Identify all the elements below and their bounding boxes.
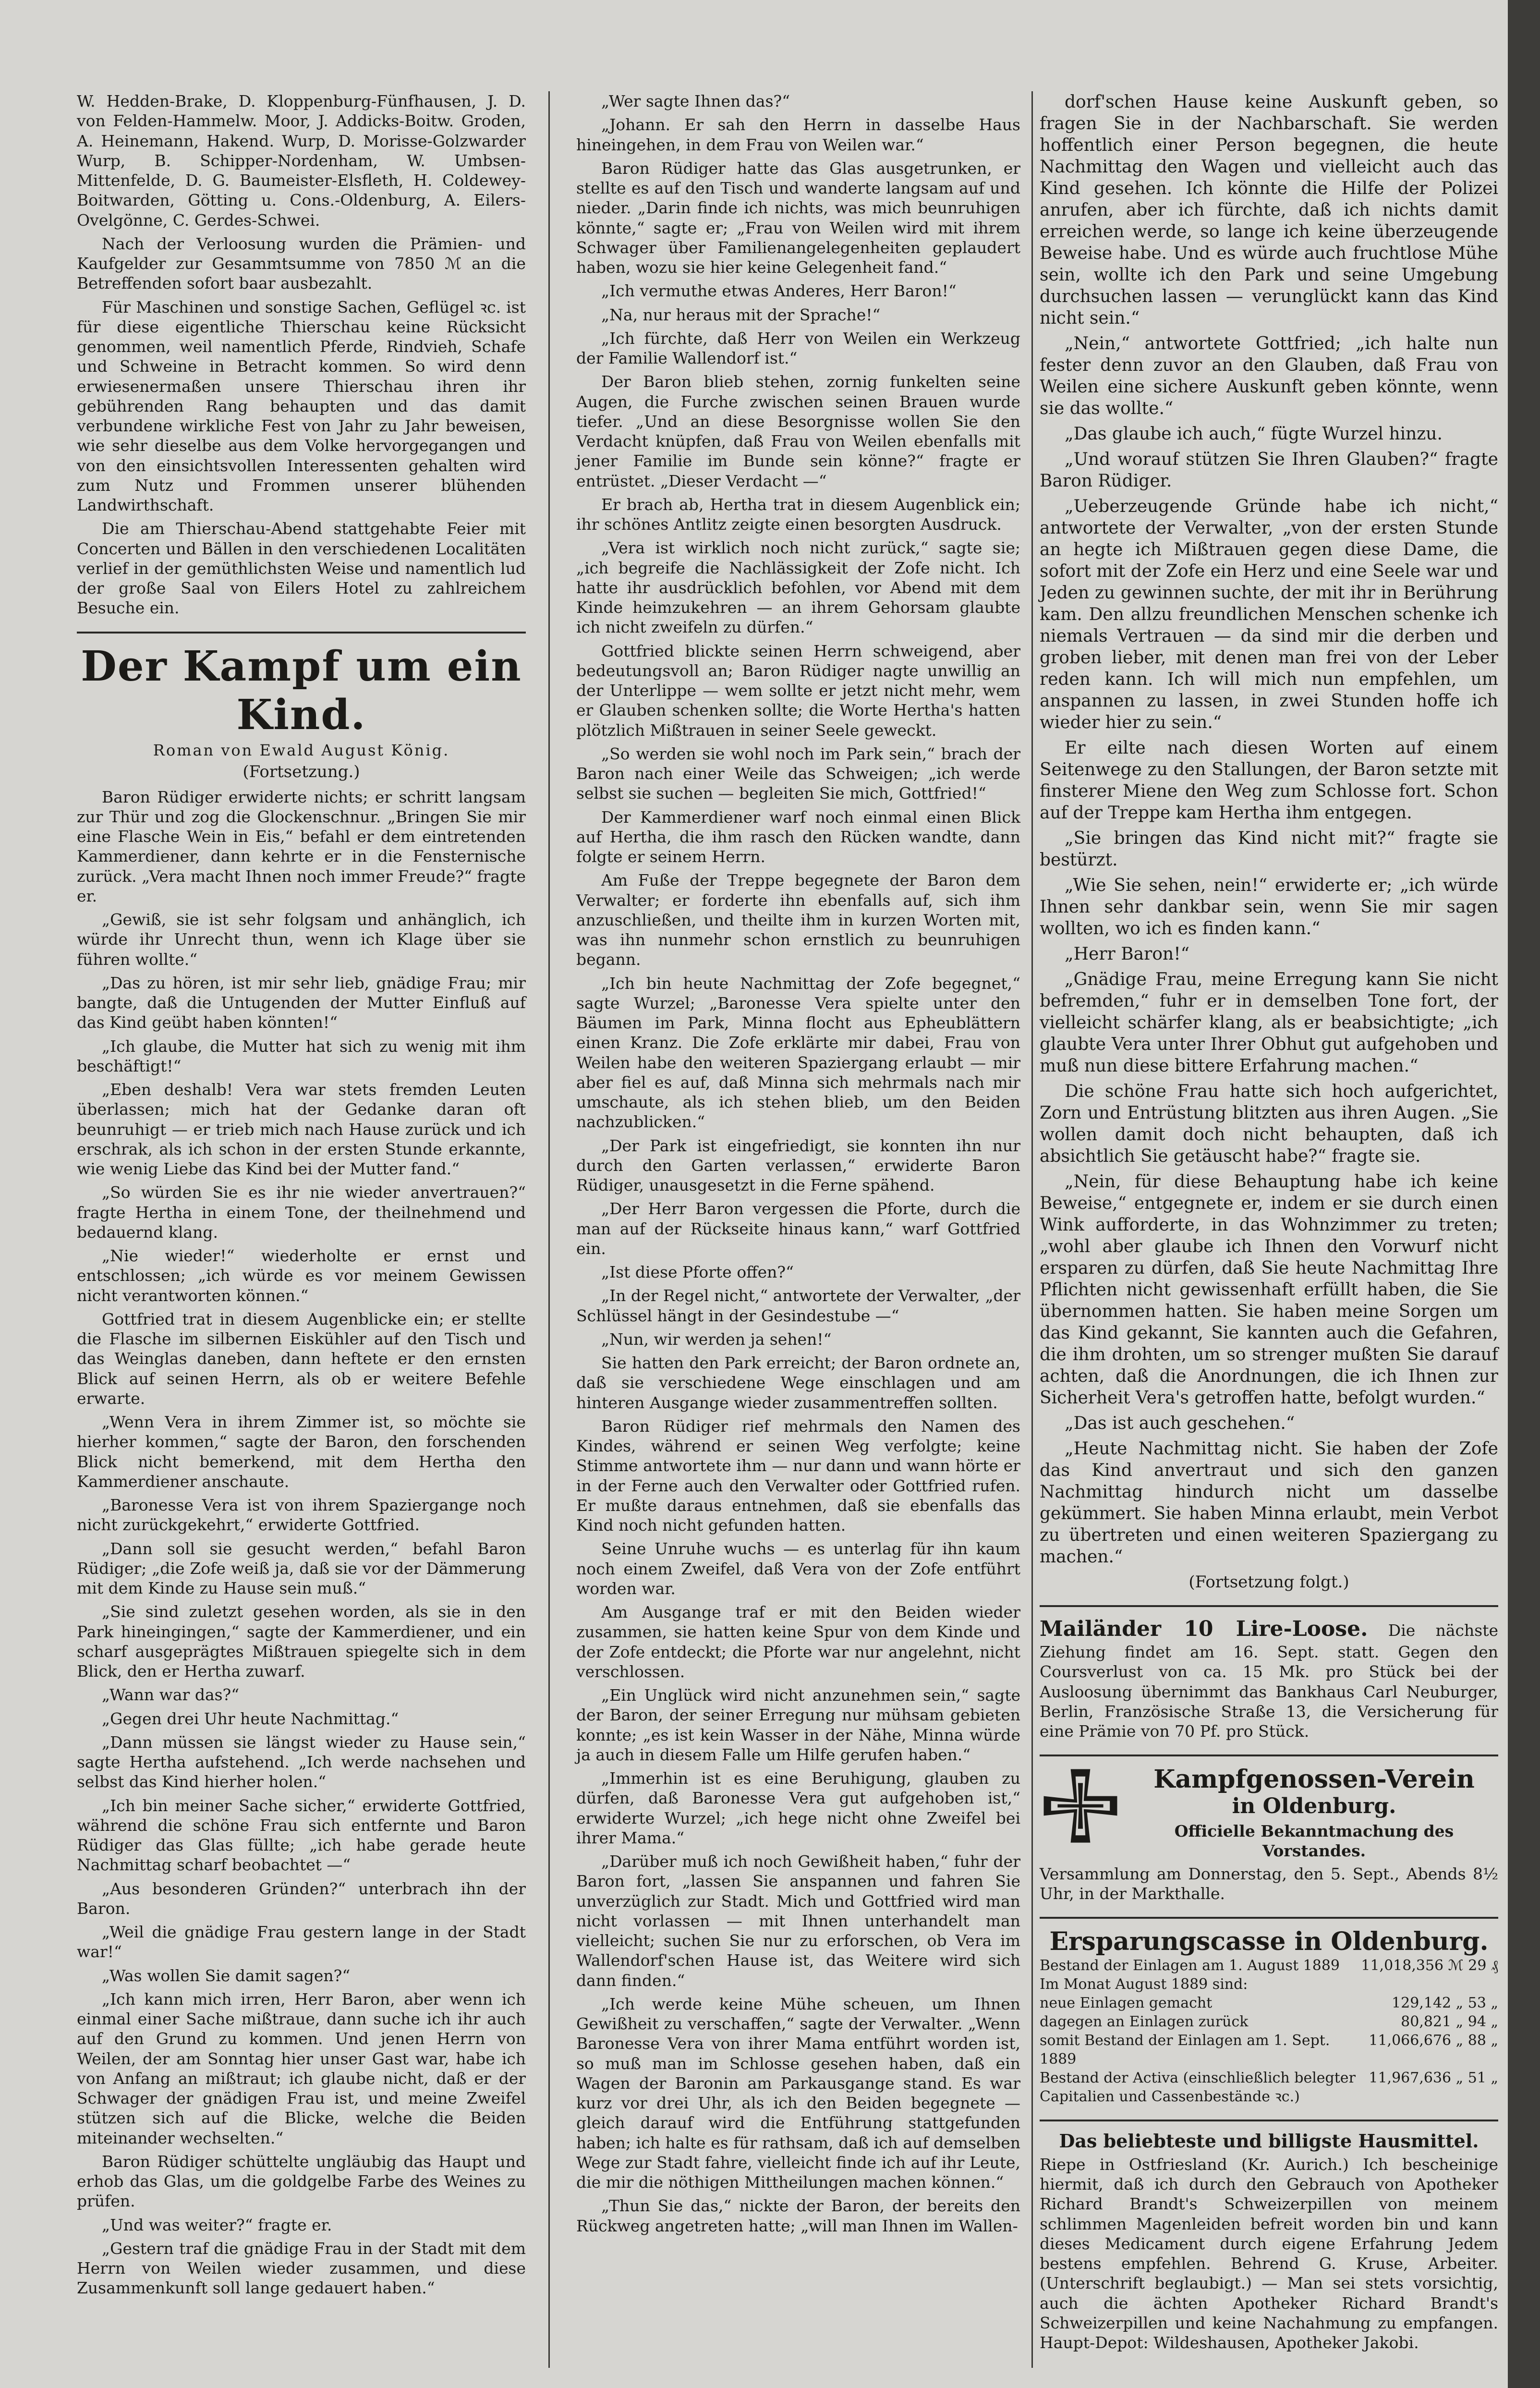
savings-row: [1040, 1994, 1498, 2012]
divider: [1040, 2120, 1498, 2121]
paragraph: „Nein,“ antwortete Gottfried; „ich halte nun fester denn zuvor an den Glauben, daß Frau von Weilen eine sichere Auskunft geben könnte, wenn sie das wollte.“: [1040, 334, 1498, 418]
paragraph: „Weil die gnädige Frau gestern lange in der Stadt war!“: [77, 1923, 526, 1962]
paragraph: Der Baron blieb stehen, zornig funkelten seine Augen, die Furche zwischen seinen Brauen wurde tiefer. „Und an diese Besorgnisse wollen Sie den Verdacht knüpfen, daß Frau von Weilen ebenfalls mit jener Familie im Bunde sein könne?“ fragte er entrüstet. „Dieser Verdacht —“: [576, 372, 1020, 490]
ad-lottery: [1040, 1616, 1498, 1741]
paragraph: „Heute Nachmittag nicht. Sie haben der Zofe das Kind anvertraut und sich den ganzen Nachmittag hindurch nicht um dasselbe gekümmert. Sie haben Minna erlaubt, mein Verbot zu übertreten und einen weiteren Spaziergang zu machen.“: [1040, 1439, 1498, 1567]
paragraph: „Das glaube ich auch,“ fügte Wurzel hinzu.: [1065, 424, 1443, 444]
savings-row: [1040, 2031, 1498, 2069]
paragraph: „Ein Unglück wird nicht anzunehmen sein,“ sagte der Baron, der seiner Erregung nur mühsam gebieten konnte; „es ist kein Wasser in der Nähe, Minna würde ja auch in diesem Falle um Hilfe gerufen haben.“: [576, 1686, 1020, 1764]
paragraph: „Ich kann mich irren, Herr Baron, aber wenn ich einmal einer Sache mißtraue, dann suche ich ihr auch auf den Grund zu kommen. Und jenen Herrn von Weilen, der am Sonntag hier unser Gast war, habe ich von Anfang an mißtraut; ich glaube nicht, daß er der Schwager der gnädigen Frau ist, und meine Zweifel stützen sich auf die Blicke, welche die Beiden miteinander wechselten.“: [77, 1989, 526, 2147]
paragraph: „Wenn Vera in ihrem Zimmer ist, so möchte sie hierher kommen,“ sagte der Baron, den forschenden Blick nicht bemerkend, mit dem Hertha den Kammerdiener anschaute.: [77, 1413, 526, 1491]
paragraph: „Wann war das?“: [102, 1685, 240, 1705]
paragraph: „Herr Baron!“: [1065, 944, 1190, 964]
paragraph: Die am Thierschau-Abend stattgehabte Feier mit Concerten und Bällen in den verschiedenen Localitäten verlief in der gemüthlichsten Weise und namentlich lud der große Saal von Eilers Hotel zu zahlreichem Besuche ein.: [77, 519, 526, 618]
paragraph: „Ich fürchte, daß Herr von Weilen ein Werkzeug der Familie Wallendorf ist.“: [576, 329, 1020, 367]
column-1: [77, 91, 526, 2302]
paragraph: Am Ausgange traf er mit den Beiden wieder zusammen, sie hatten keine Spur von dem Kinde und der Zofe entdeckt; die Pforte war nur angelehnt, nicht verschlossen.: [576, 1603, 1020, 1681]
paragraph: Er eilte nach diesen Worten auf einem Seitenwege zu den Stallungen, der Baron setzte mit finsterer Miene den Weg zum Schlosse fort. Schon auf der Treppe kam Hertha ihm entgegen.: [1040, 738, 1498, 823]
column-2: [576, 91, 1020, 2240]
paragraph: Die schöne Frau hatte sich hoch aufgerichtet, Zorn und Entrüstung blitzten aus ihren Augen. „Sie wollen damit doch nicht behaupten, daß ich absichtlich Sie getäuscht habe?“ fragte sie.: [1040, 1082, 1498, 1166]
paragraph: Baron Rüdiger schüttelte ungläubig das Haupt und erhob das Glas, um die goldgelbe Farbe des Weines zu prüfen.: [77, 2152, 526, 2211]
paragraph: Gottfried blickte seinen Herrn schweigend, aber bedeutungsvoll an; Baron Rüdiger nagte unwillig an der Unterlippe — wem sollte er jetzt nicht mehr, wem er Glauben schenken sollte; die Worte Hertha's hatten plötzlich Mißtrauen in seiner Seele geweckt.: [576, 641, 1020, 740]
paragraph: Seine Unruhe wuchs — es unterlag für ihn kaum noch einem Zweifel, daß Vera von der Zofe entführt worden war.: [576, 1539, 1020, 1598]
divider: [77, 632, 526, 634]
paragraph: „Und worauf stützen Sie Ihren Glauben?“ fragte Baron Rüdiger.: [1040, 450, 1498, 491]
paragraph: „Was wollen Sie damit sagen?“: [102, 1966, 351, 1985]
adjacent-page-edge: [1508, 0, 1540, 2388]
story-title: Der Kampf um ein Kind.: [81, 642, 522, 739]
paragraph: „Das ist auch geschehen.“: [1065, 1413, 1295, 1433]
paragraph: „So werden sie wohl noch im Park sein,“ brach der Baron nach einer Weile das Schweigen; „ich werde selbst sie suchen — begleiten Sie mich, Gottfried!“: [576, 744, 1020, 803]
savings-table: [1040, 1956, 1498, 2106]
paragraph: „Sie sind zuletzt gesehen worden, als sie in den Park hineingingen,“ sagte der Kammerdiener, und ein scharf ausgeprägtes Mißtrauen spiegelte sich in dem Blick, den er Hertha zuwarf.: [77, 1602, 526, 1681]
paragraph: „In der Regel nicht,“ antwortete der Verwalter, „der Schlüssel hängt in der Gesindestube —“: [576, 1286, 1020, 1325]
paragraph: „Immerhin ist es eine Beruhigung, glauben zu dürfen, daß Baronesse Vera gut aufgehoben ist,“ erwiderte Wurzel; „ich hege nicht ohne Zweifel bei ihrer Mama.“: [576, 1769, 1020, 1847]
ad-savings-head: Ersparungscasse in Oldenburg.: [1049, 1927, 1489, 1957]
report-section: [77, 91, 526, 618]
paragraph: Am Fuße der Treppe begegnete der Baron dem Verwalter; er forderte ihn ebenfalls auf, sich ihm anzuschließen, und theilte ihm in kurzen Worten mit, was ihn nunmehr schon ernstlich zu beunruhigen begann.: [576, 871, 1020, 969]
paragraph: „Und was weiter?“ fragte er.: [102, 2215, 332, 2234]
story-text: [576, 91, 1020, 2236]
paragraph: „Ueberzeugende Gründe habe ich nicht,“ antwortete der Verwalter, „von der ersten Stunde an hegte ich Mißtrauen gegen diese Dame, die sofort mit der Zofe ein Herz und eine Seele war und Jeden zu gewinnen suchte, der mit ihr in Berührung kam. Den allzu freundlichen Menschen schenke ich niemals Vertrauen — da sind mir die derben und groben lieber, mit denen man frei von der Leber reden kann. Ich will mich nun empfehlen, um anspannen zu lassen, in zwei Stunden hoffe ich wieder hier zu sein.“: [1040, 497, 1498, 732]
savings-label: somit Bestand der Einlagen am 1. Sept. 1889: [1040, 2032, 1330, 2068]
divider: [1040, 1917, 1498, 1919]
savings-row: [1040, 1956, 1498, 1975]
paragraph: „Aus besonderen Gründen?“ unterbrach ihn der Baron.: [77, 1879, 526, 1918]
story-subtitle: Roman von Ewald August König.: [153, 741, 450, 759]
savings-value: 11,066,676 „ 88 „: [1369, 2032, 1498, 2049]
paragraph: „Wie Sie sehen, nein!“ erwiderte er; „ich würde Ihnen sehr dankbar sein, wenn Sie mir sagen wollten, wo ich es finden kann.“: [1040, 876, 1498, 938]
savings-label: Im Monat August 1889 sind:: [1040, 1975, 1248, 1993]
paragraph: „Der Herr Baron vergessen die Pforte, durch die man auf der Rückseite hinaus kann,“ warf Gottfried ein.: [576, 1199, 1020, 1258]
savings-row: [1040, 2069, 1498, 2106]
paragraph: „Ich vermuthe etwas Anderes, Herr Baron!“: [601, 281, 957, 301]
paragraph: „Sie bringen das Kind nicht mit?“ fragte sie bestürzt.: [1040, 828, 1498, 870]
to-be-continued: (Fortsetzung folgt.): [1188, 1572, 1349, 1592]
paragraph: „Gewiß, sie ist sehr folgsam und anhänglich, ich würde ihr Unrecht thun, wenn ich Klage über sie führen wollte.“: [77, 910, 526, 969]
ad-veterans-text: Versammlung am Donnerstag, den 5. Sept., Abends 8½ Uhr, in der Markthalle.: [1040, 1864, 1498, 1903]
ad-veterans-line: Officielle Bekanntmachung des Vorstandes.: [1174, 1822, 1454, 1861]
paragraph: dorf'schen Hause keine Auskunft geben, so fragen Sie in der Nachbarschaft. Sie werden hoffentlich einer Person begegnen, die heute Nachmittag den Wagen und vielleicht auch das Kind gesehen. Ich könnte die Hilfe der Polizei anrufen, aber ich fürchte, daß ich nichts damit erreichen werde, so lange ich keine überzeugende Beweise habe. Und es würde auch fruchtlose Mühe sein, wollte ich den Park und seine Umgebung durchsuchen lassen — verunglückt kann das Kind nicht sein.“: [1040, 92, 1498, 328]
paragraph: „Johann. Er sah den Herrn in dasselbe Haus hineingehen, in dem Frau von Weilen war.“: [576, 115, 1020, 154]
paragraph: „Eben deshalb! Vera war stets fremden Leuten überlassen; mich hat der Gedanke daran oft beunruhigt — er trieb mich nach Hause zurück und ich erschrak, als ich schon in der ersten Stunde erkannte, wie wenig Liebe das Kind bei der Mutter fand.“: [77, 1080, 526, 1178]
paragraph: Für Maschinen und sonstige Sachen, Geflügel ꝛc. ist für diese eigentliche Thierschau keine Rücksicht genommen, weil namentlich Pferde, Rindvieh, Schafe und Schweine in Betracht kommen. So wird denn erwiesenermaßen unsere Thierschau ihren ihr gebührenden Rang behaupten und das damit verbundene wirkliche Fest von Jahr zu Jahr beweisen, wie sehr dieselbe aus dem Volke hervorgegangen und von den einsichtsvollen Interessenten gehalten wird zum Nutz und Frommen unserer blühenden Landwirthschaft.: [77, 297, 526, 514]
column-rule: [548, 91, 550, 2368]
ad-household-remedy: [1040, 2130, 1498, 2353]
savings-row: [1040, 2012, 1498, 2031]
column-rule: [1031, 91, 1033, 2368]
ad-remedy-text: Riepe in Ostfriesland (Kr. Aurich.) Ich bescheinige hiermit, daß ich durch den Gebrauch von Apotheker Richard Brandt's Schweizerpillen von meinem schlimmen Magenleiden befreit worden bin und kann dieses Medicament durch eigene Erfahrung Jedem bestens empfehlen. Behrend G. Kruse, Arbeiter. (Unterschrift beglaubigt.) — Man sei stets vorsichtig, auch die ächten Apotheker Richard Brandt's Schweizerpillen und keine Nachahmung zu empfangen. Haupt-Depot: Wildeshausen, Apotheker Jakobi.: [1040, 2155, 1498, 2352]
ad-lottery-text: Die nächste Ziehung findet am 16. Sept. statt. Gegen den Coursverlust von ca. 15 Mk. pro Stück bei der Ausloosung übernimmt das Bankhaus Carl Neuburger, Berlin, Französische Straße 13, die Versicherung für eine Prämie von 70 Pf. pro Stück.: [1040, 1621, 1498, 1741]
ad-veterans-sub: in Oldenburg.: [1232, 1794, 1396, 1819]
savings-label: Bestand der Einlagen am 1. August 1889: [1040, 1957, 1340, 1974]
paragraph: „Na, nur heraus mit der Sprache!“: [601, 305, 881, 324]
savings-row: [1040, 1975, 1498, 1994]
paragraph: Baron Rüdiger rief mehrmals den Namen des Kindes, während er seinen Weg verfolgte; keine Stimme antwortete ihm — nur dann und wann hörte er in der Ferne auch den Verwalter oder Gottfried rufen. Er mußte daraus entnehmen, daß sie ebenfalls das Kind noch nicht gefunden hatten.: [576, 1416, 1020, 1535]
paragraph: „Dann soll sie gesucht werden,“ befahl Baron Rüdiger; „die Zofe weiß ja, daß sie vor der Dämmerung mit dem Kinde zu Hause sein muß.“: [77, 1539, 526, 1597]
paragraph: „Baronesse Vera ist von ihrem Spaziergange noch nicht zurückgekehrt,“ erwiderte Gottfried.: [77, 1496, 526, 1535]
paragraph: Der Kammerdiener warf noch einmal einen Blick auf Hertha, die ihm rasch den Rücken wandte, dann folgte er seinem Herrn.: [576, 807, 1020, 866]
column-3: [1040, 91, 1498, 2361]
paragraph: „Ich glaube, die Mutter hat sich zu wenig mit ihm beschäftigt!“: [77, 1036, 526, 1075]
ad-lottery-head: Mailänder 10 Lire-Loose.: [1040, 1617, 1368, 1641]
paragraph: „Ich werde keine Mühe scheuen, um Ihnen Gewißheit zu verschaffen,“ sagte der Verwalter. „Wenn Baronesse Vera von ihrer Mama entführt worden ist, so muß man im Schlosse gesehen haben, daß ein Wagen der Baronin am Parkausgange stand. Es war kurz vor drei Uhr, als ich den Beiden begegnete — gleich darauf wird die Entführung stattgefunden haben; ich halte es für rathsam, daß ich auf demselben Wege zur Stadt fahre, vielleicht finde ich auf ihr Leute, die mir die nöthigen Mittheilungen machen können.“: [576, 1994, 1020, 2192]
paragraph: „Ist diese Pforte offen?“: [601, 1263, 794, 1281]
paragraph: Sie hatten den Park erreicht; der Baron ordnete an, daß sie verschiedene Wege einschlagen und am hinteren Ausgange wieder zusammentreffen sollten.: [576, 1353, 1020, 1412]
paragraph: „Vera ist wirklich noch nicht zurück,“ sagte sie; „ich begreife die Nachlässigkeit der Zofe nicht. Ich hatte ihr ausdrücklich befohlen, vor Abend mit dem Kinde heimzukehren — an ihrem Gehorsam glaubte ich nicht zweifeln zu dürfen.“: [576, 538, 1020, 637]
savings-value: 11,018,356 ℳ 29 ₰: [1361, 1957, 1498, 1974]
story-text: [1040, 91, 1498, 1568]
paragraph: „Das zu hören, ist mir sehr lieb, gnädige Frau; mir bangte, daß die Untugenden der Mutter Einfluß auf das Kind geübt haben könnten!“: [77, 973, 526, 1032]
continuation-note: (Fortsetzung.): [243, 762, 360, 781]
iron-cross-icon: [1040, 1765, 1121, 1847]
ad-savings-bank: [1040, 1927, 1498, 2106]
divider: [1040, 1605, 1498, 1607]
paragraph: Baron Rüdiger hatte das Glas ausgetrunken, er stellte es auf den Tisch und wanderte langsam auf und nieder. „Darin finde ich nichts, was mich beunruhigen könnte,“ sagte er; „Frau von Weilen wird mit ihrem Schwager über Familienangelegenheiten geplaudert haben, wozu sie hier keine Gelegenheit fand.“: [576, 158, 1020, 277]
paragraph: „Ich bin heute Nachmittag der Zofe begegnet,“ sagte Wurzel; „Baronesse Vera spielte unter den Bäumen im Park, Minna flocht aus Epheublättern einen Kranz. Die Zofe erklärte mir dabei, Frau von Weilen habe den weiteren Spaziergang erlaubt — mir aber fiel es auf, daß Minna sich mehrmals nach mir umschaute, als ich stehen blieb, um den Beiden nachzublicken.“: [576, 974, 1020, 1132]
paragraph: „Gnädige Frau, meine Erregung kann Sie nicht befremden,“ fuhr er in demselben Tone fort, der vielleicht schärfer klang, als er beabsichtigte; „ich glaubte Vera unter Ihrer Obhut gut aufgehoben und muß nun diese bittere Erfahrung machen.“: [1040, 970, 1498, 1076]
paragraph: Baron Rüdiger erwiderte nichts; er schritt langsam zur Thür und zog die Glockenschnur. „Bringen Sie mir eine Flasche Wein in Eis,“ befahl er dem eintretenden Kammerdiener, dann kehrte er in die Fensternische zurück. „Vera macht Ihnen noch immer Freude?“ fragte er.: [77, 787, 526, 905]
savings-label: neue Einlagen gemacht: [1040, 1994, 1213, 2011]
paragraph: „Gestern traf die gnädige Frau in der Stadt mit dem Herrn von Weilen wieder zusammen, und diese Zusammenkunft soll lange gedauert haben.“: [77, 2239, 526, 2298]
paragraph: „Nie wieder!“ wiederholte er ernst und entschlossen; „ich würde es vor meinem Gewissen nicht verantworten können.“: [77, 1246, 526, 1305]
savings-label: dagegen an Einlagen zurück: [1040, 2013, 1249, 2030]
paragraph: „Dann müssen sie längst wieder zu Hause sein,“ sagte Hertha aufstehend. „Ich werde nachsehen und selbst das Kind hierher holen.“: [77, 1732, 526, 1791]
paragraph: „Gegen drei Uhr heute Nachmittag.“: [102, 1709, 399, 1728]
paragraph: Nach der Verloosung wurden die Prämien- und Kaufgelder zur Gesammtsumme von 7850 ℳ an die Betreffenden sofort baar ausbezahlt.: [77, 234, 526, 293]
ad-veterans-association: [1040, 1765, 1498, 1903]
paragraph: „Darüber muß ich noch Gewißheit haben,“ fuhr der Baron fort, „lassen Sie anspannen und fahren Sie unverzüglich zur Stadt. Mich und Gottfried wird man nicht vorlassen — mit Ihnen unterhandelt man vielleicht; suchen Sie nur zu erforschen, ob Vera im Wallendorf'schen Hause ist, das Weitere wird sich dann finden.“: [576, 1852, 1020, 1990]
savings-value: 80,821 „ 94 „: [1401, 2013, 1498, 2030]
savings-value: 129,142 „ 53 „: [1392, 1994, 1498, 2011]
story-text: [77, 787, 526, 2298]
paragraph: „Thun Sie das,“ nickte der Baron, der bereits den Rückweg angetreten hatte; „will man Ihnen im Wallen-: [576, 2196, 1020, 2235]
savings-value: 11,967,636 „ 51 „: [1369, 2069, 1498, 2086]
paragraph: „Wer sagte Ihnen das?“: [601, 92, 790, 110]
divider: [1040, 1754, 1498, 1756]
savings-label: Bestand der Activa (einschließlich belegter Capitalien und Cassenbestände ꝛc.): [1040, 2069, 1356, 2105]
paragraph: „Der Park ist eingefriedigt, sie konnten ihn nur durch den Garten verlassen,“ erwiderte Baron Rüdiger, unausgesetzt in die Ferne spähend.: [576, 1136, 1020, 1194]
paragraph: „So würden Sie es ihr nie wieder anvertrauen?“ fragte Hertha in einem Tone, der theilnehmend und bedauernd klang.: [77, 1183, 526, 1242]
paragraph: Gottfried trat in diesem Augenblicke ein; er stellte die Flasche im silbernen Eiskühler auf den Tisch und das Weinglas daneben, dann heftete er den ernsten Blick auf seinen Herrn, als ob er weitere Befehle erwarte.: [77, 1309, 526, 1408]
paragraph: Er brach ab, Hertha trat in diesem Augenblick ein; ihr schönes Antlitz zeigte einen besorgten Ausdruck.: [576, 495, 1020, 534]
ad-remedy-head: Das beliebteste und billigste Hausmittel.: [1059, 2130, 1479, 2152]
paragraph: W. Hedden-Brake, D. Kloppenburg-Fünfhausen, J. D. von Felden-Hammelw. Moor, J. Addicks-Boitw. Groden, A. Heinemann, Hakend. Wurp, D. Morisse-Golzwarder Wurp, B. Schipper-Nordenham, W. Umbsen-Mittenfelde, D. G. Baumeister-Elsfleth, H. Coldewey-Boitwarden, Götting u. Cons.-Oldenburg, A. Eilers-Ovelgönne, C. Gerdes-Schwei.: [77, 92, 526, 230]
ad-veterans-head: Kampfgenossen-Verein: [1153, 1765, 1475, 1794]
paragraph: „Nun, wir werden ja sehen!“: [601, 1329, 832, 1349]
paragraph: „Ich bin meiner Sache sicher,“ erwiderte Gottfried, während die schöne Frau sich entfernte und Baron Rüdiger das Glas füllte; „ich habe gerade heute Nachmittag scharf beobachtet —“: [77, 1796, 526, 1875]
paragraph: „Nein, für diese Behauptung habe ich keine Beweise,“ entgegnete er, indem er sie durch einen Wink aufforderte, in das Wohnzimmer zu treten; „wohl aber glaube ich Ihnen den Vorwurf nicht ersparen zu dürfen, daß Sie heute Nachmittag Ihre Pflichten nicht gewissenhaft erfüllt haben, die Sie übernommen hatten. Sie haben meine Sorgen um das Kind gekannt, Sie kannten auch die Gefahren, die ihm drohten, um so strenger mußten Sie darauf achten, daß die Anordnungen, die ich Ihnen zur Sicherheit Vera's getroffen hatte, befolgt wurden.“: [1040, 1172, 1498, 1408]
